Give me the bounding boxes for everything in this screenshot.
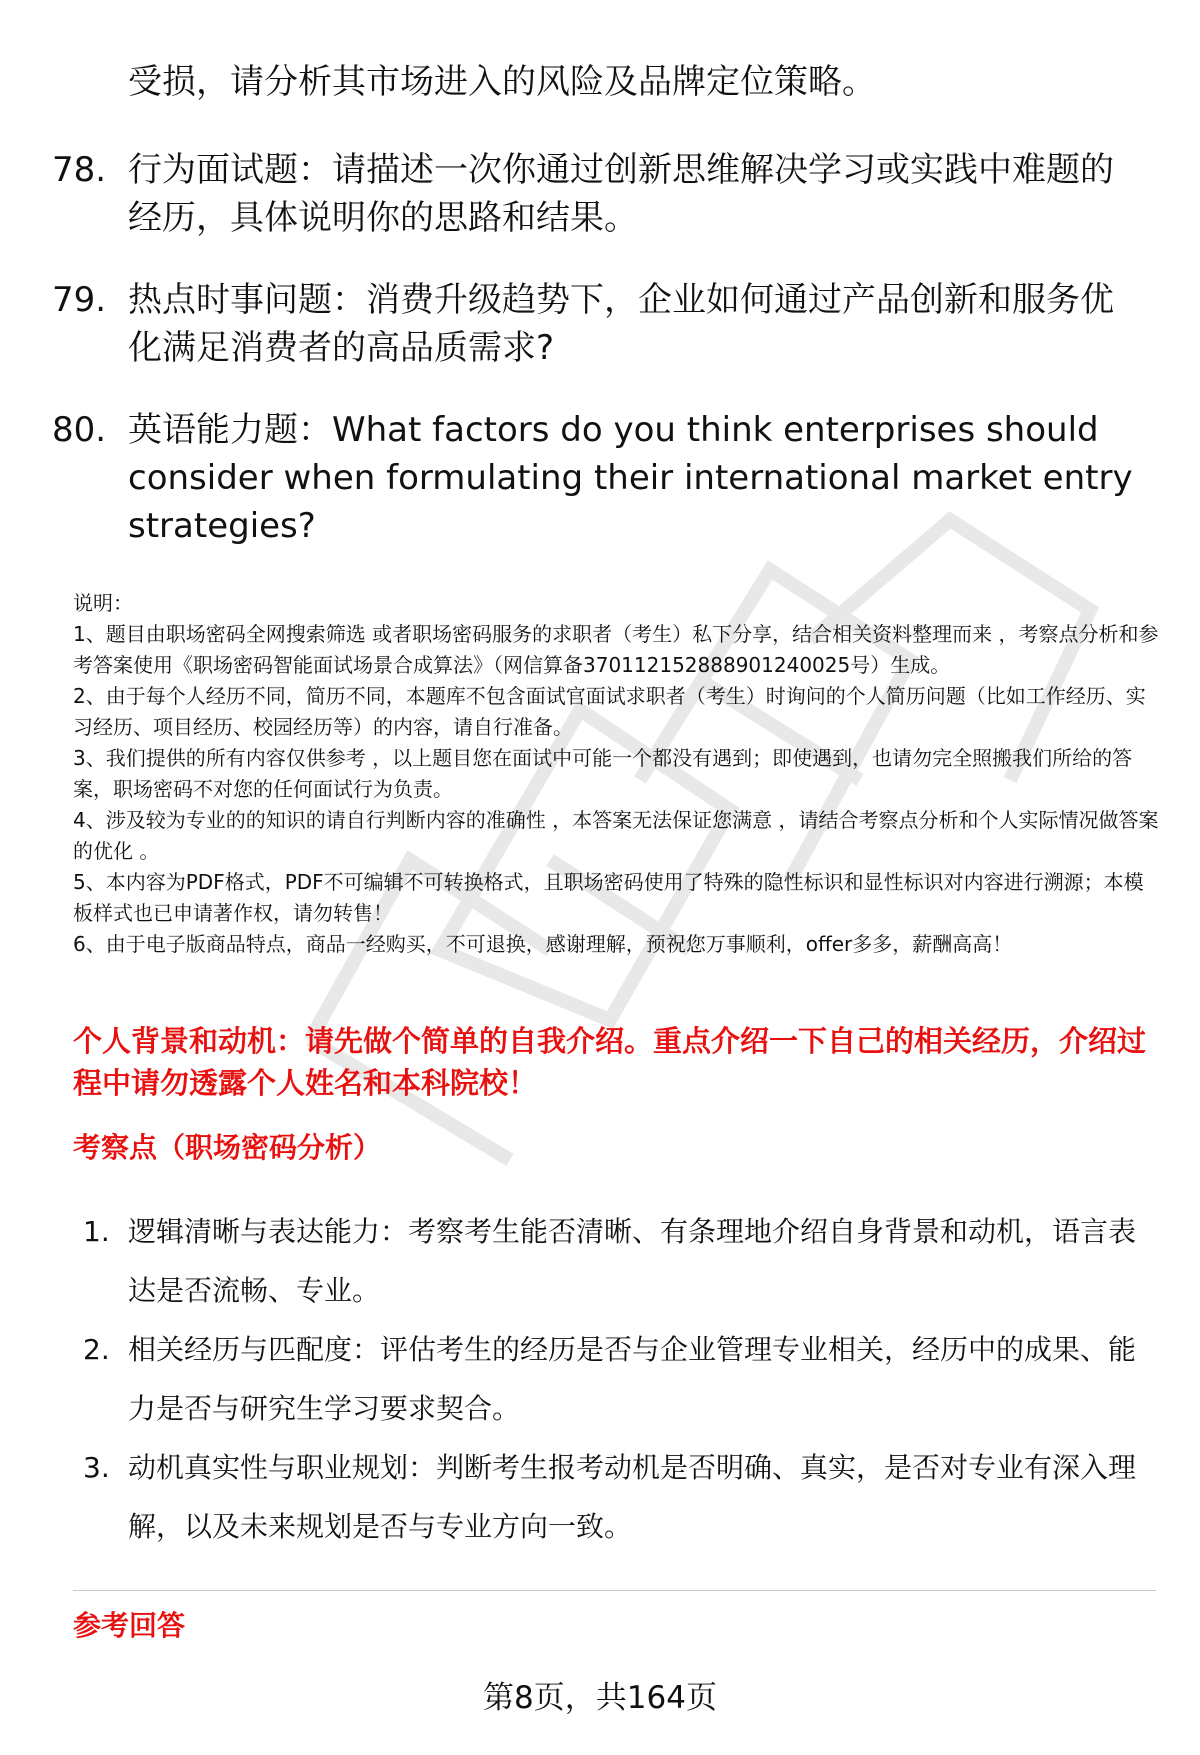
reference-answer-title: 参考回答 [73,1609,186,1642]
question-item [52,146,1152,242]
analysis-point [83,1202,1163,1320]
point-number: 2. [83,1333,110,1366]
question-continuation: 受损，请分析其市场进入的风险及品牌定位策略。 [128,62,876,102]
note-item: 3、我们提供的所有内容仅供参考 ，以上题目您在面试中可能一个都没有遇到；即使遇到，也请勿完全照搬我们所给的答案，职场密码不对您的任何面试行为负责。 [73,746,1133,801]
question-item [52,276,1152,372]
point-text: 动机真实性与职业规划：判断考生报考动机是否明确、真实，是否对专业有深入理解，以及未来规划是否与专业方向一致。 [128,1451,1137,1543]
page-number: 第8页，共164页 [483,1680,717,1716]
point-text: 相关经历与匹配度：评估考生的经历是否与企业管理专业相关，经历中的成果、能力是否与研究生学习要求契合。 [128,1333,1137,1425]
question-text: 英语能力题：What factors do you think enterprises should consider when formulating their international market entry strategies? [128,410,1133,546]
intro-question-heading: 个人背景和动机：请先做个简单的自我介绍。重点介绍一下自己的相关经历，介绍过程中请勿透露个人姓名和本科院校！ [73,1024,1147,1100]
point-text: 逻辑清晰与表达能力：考察考生能否清晰、有条理地介绍自身背景和动机，语言表达是否流畅、专业。 [128,1215,1137,1307]
note-item: 5、本内容为PDF格式，PDF不可编辑不可转换格式，且职场密码使用了特殊的隐性标识和显性标识对内容进行溯源；本模板样式也已申请著作权，请勿转售！ [73,870,1144,925]
analysis-point [83,1438,1163,1556]
question-number: 80. [52,410,107,450]
section-divider [73,1590,1156,1591]
note-item: 4、涉及较为专业的的知识的请自行判断内容的准确性 ，本答案无法保证您满意 ，请结合考察点分析和个人实际情况做答案的优化 。 [73,808,1159,863]
point-number: 3. [83,1451,110,1484]
analysis-list [83,1202,1163,1556]
note-item: 2、由于每个人经历不同，简历不同，本题库不包含面试官面试求职者（考生）时询问的个人简历问题（比如工作经历、实习经历、项目经历、校园经历等）的内容，请自行准备。 [73,684,1146,739]
question-item [52,406,1152,550]
question-text: 热点时事问题：消费升级趋势下，企业如何通过产品创新和服务优化满足消费者的高品质需求? [128,280,1114,368]
note-item: 1、题目由职场密码全网搜索筛选 或者职场密码服务的求职者（考生）私下分享，结合相关资料整理而来 ，考察点分析和参考答案使用《职场密码智能面试场景合成算法》（网信算备370112152888901240025号）生成。 [73,622,1159,677]
notes-title: 说明： [73,591,133,615]
point-number: 1. [83,1215,110,1248]
analysis-title: 考察点（职场密码分析） [73,1131,382,1164]
question-number: 79. [52,280,107,320]
note-item: 6、由于电子版商品特点，商品一经购买，不可退换，感谢理解，预祝您万事顺利，offer多多，薪酬高高！ [73,932,1013,956]
analysis-point [83,1320,1163,1438]
notes-section [73,588,1163,960]
question-number: 78. [52,150,107,190]
question-text: 行为面试题：请描述一次你通过创新思维解决学习或实践中难题的经历，具体说明你的思路和结果。 [128,150,1114,238]
